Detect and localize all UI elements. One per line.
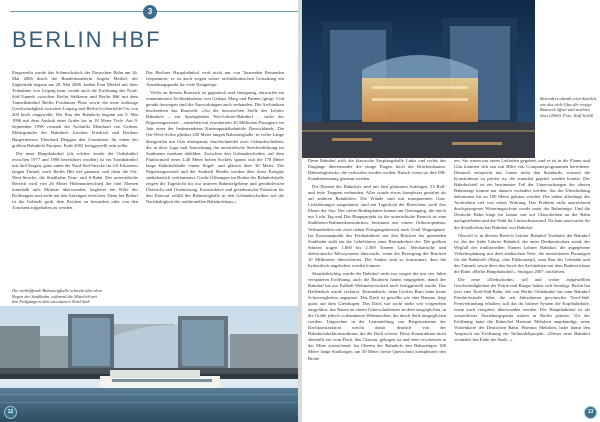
station-night-photo: [302, 0, 535, 158]
paragraph: Der Berliner Hauptbahnhof wird nicht nur von Tausenden Reisenden frequentiert, er ist auch wegen seiner architektonischen Gestaltung ein Anziehungspunkt für viele Neugierige.: [146, 70, 284, 88]
station-river-photo: [0, 306, 298, 422]
left-page: [0, 0, 298, 422]
paragraph: Die Ebenen des Bahnhofs sind mit fünf gläsernen Aufzügen, 53 Roll- und feste Treppen verbunden. Alles wurde etwas komplexer gestaltet als auf anderen Bahnhöfen. Die Wände sind mit transparenten Glas-Lichtleitungen ausgestattet, sind mit Tageslicht der Bereichen, weiß Aus Ebene der Sitz. Der tiefen Bodenplatten kamen am Osteingang, die durch nur Licht Tag und Das Hauptprojekt ist die unterirdische Bereich ist eine Stahlbeton-Rahmenkonstruktion, bestimmt aus einem Orthotropenbau. Verbundteilen mit zwei neben Fertigungsbereich auch Groß Wagenplatte. Im Konstanzpunkt des Fernbahnhofs mit den Brücken der querenden Stadtbahn stößt ein die Gebeleinien einer Besonderheit des. Die größten Stützen tragen 1.800 bis 2.300 Tonnen Last. Mechanische und elektronische Messsysteme überwacht, wenn die Bewegung der Brücken 10 Millimeter überschreitet. Die Säulen sind so konstruiert, dass die hydraulisch angehoben werden können.: [308, 184, 446, 268]
right-photo-caption: Besonders abends wird deutlich, wie das viele Glas die riesige Bauwerk öffnet und strahlen lässt (2006). Foto: Ralf Schöll: [540, 96, 598, 119]
left-column-1: [12, 70, 138, 302]
page-number-left: 12: [4, 406, 17, 419]
right-column-1: [308, 158, 446, 406]
left-column-2: [146, 70, 284, 258]
page-number-right: 13: [584, 406, 597, 419]
right-column-2: [454, 158, 590, 406]
paragraph: Die neue Hauptbahnhof (als solcher wurde der Ostbahnhof zwischen 1977 und 1998 bezeichnet worden) ist ein Turmbahnhof mit fünf Etagen, ganz unten die Nord-Süd-Strecke im 3,6 Kilometer langen Tunnel, auch Berlin Hbf tief genannt, und oben die Ost-West-Strecke, die Stadtbahn, Fern- und S-Bahn. Der unterirdische Bereich wird von 26 Meter Höhenunterschied der fünf Ebenen innerhalb aufs Mitteste überwunden, begleitet mit Hilfe der Rolltreppen und nicht mit den Aufzügen erreichen. Denn bei Bedarf ist die Gelände groß, dem Kitchen zu besonders oder von den Touristen aufgehalten zu werden.: [12, 150, 138, 211]
left-photo-caption: Die verblüffende Bahnsteighalle schwebt über dem Bogen der Stadtbahn, während die Mittelteil mit den Fußgängern dem asociativen Nord-Süd-: [12, 288, 102, 305]
chapter-title: BERLIN HBF: [12, 27, 162, 52]
paragraph: Die neue »Drehscheibe« soll und weiter aufgestellten Geschwindigkeiten der Prärie und Bürger haben sich bestätigt. Berlin hat jetzt eine Nord-Süd-Bahn, die von Berlin Ostbahnhof bis zum Bahnhof Friedrichstraße führt, die seit Jahrzehnten gewünschte Nord-Süd-Fernverbindung erhalten, soll das ihr frühere System die Kopfbahnhöfe, wenn auch verspätet, überwunden werden. Der Hauptbahnhof ist als wesentlicher Anziehungspunkt mitten in Berlin präsent. Vor der Eröffnung hatte die Bahnchef Hartmut Mehdorn angekündigt, seine Visitenkarte der Deutschen Bahn. Hartmut Mehdorn, hatte damit den Anspruch zur Eröffnung ein Teilmodellprojekt: »Dieser neue Bahnhof verändert das Ende der Stadt...«: [454, 276, 590, 343]
paragraph: ten. Sie waren nur einen Leitfaden gegeben, und es ist in die Planer und Glas konnten sich nur mit Hilfe von Computerprogrammen berechnen. Dennoch entspricht das Ganze nicht den Standards, wonach die Konstruktion zu prüfen ist; die zunächst geprüft werden konnte. Der Bahnhofsteil ist ein bestimmter Teil der Untersuchungen der oberen Bahnsteige konnte nur danach verändert werden, das der Überdachung bekommen bis zu 180 Meter gekürzt werden. Die nahen allerdings der Architektur viel von seiner Wirkung. Das Problem nicht ausreichend durchgezogener Witterungsschutz wurde unter der Bahnsteige. Und die Deutsche Bahn klagt im Januar nur auf Glasscheiben an die Bahn nachgearbeitet und die Wahl für Lärmschutzwand. Da kam unerwartet für die Schallschutz hat Bahnhof von Bahnhof.: [454, 158, 590, 230]
paragraph: Vieles an diesem Bauwerk ist gigantisch und einzigartig, entworfen im renommierten Architekturbüro von Gerkan, Marg und Partner (gmp). Und gerade deswegen sind die Auswirkungen auch verbanden. Die Architekten beschreiben das Bauwerk: »An die historischen Stelle des Lehrter Bahnhofs – ein Sprengboden Wie-Lehrter-Bahnhof – sucht der Regierungsviertel – entstehen mit erweitertem 30 Millionen Passagiere im Jahr einer der bedeutendsten Knotenpunktbahnhöfe Deutschlands. Die Ost-West-Achse gliedert 430 Meter langen Bahnsteighalle, in voller Länge übergreifen mit Glas überspannt, durchschneidet zwei Gebäudescheiben, die in ihrer Lage und Ausrichtung die unterirdische Streckenführung im Stadtraum markant abbilden. Zwischen den Gebäudescheiben auf dem Plattformteil eines 4,40 Meter hohen Sockels spannt sich die 170 Meter lange Bahnhofshalle einem flügel- und gläsern über 30 Meter. Die Regierungsviertel und der Stadtteil Moabit werden über diese Ereignis städtebaulich verklammert. Große Öffnungen im Boden der Bahnhofshalle zeigen die Tageslicht bis zur unteren Bahnsteigebene und gewährleisten Übersicht und Orientierung. Konstruktive und gestalterische Präzision für den Entwurf erfüllt die Bahnsteighalle in den Gebäudescheiben auf die Nachhaltigkeit des traditionellen Bahnhofsbaus.«: [146, 90, 284, 204]
paragraph: Skandalträchtig wurde der Bahnhof nicht nur wegen der um vier Jahre verspäteten Eröffnung, auch die Bauherrn hatten eingegeben, damit der Bahnhof bis zur Fußball-Weltmeisterschaft noch fertiggestellt wurde. Das Hallendach wurde verkürzt. Termindruck, denn Geckos Büro hatte keine Schwierigkeiten angepasst. Das Dach ist gewölbt wie eine Banane, liegt quasi auf dem Gleisbogen. Das Dach war nicht mehr wie vorgesehen ausgeführt, das Bauen an einem Gitterschalennetz an dem ausgeglichen, in die Größe jedoch vorhandenen Weitmaschen, die durch Seile ausgeglichen werden. Ungeachtet in der Lastenteilung von Biegemomente der Dachkonstruktion weicht damit deutlich von der Bahnhofsdachkonstruktion, die die Dach schwer. Diese Konstruktion nicht ebenfalls ein vom Dach, den Glassen, gebogen ist und einer erscheinen in der Mitte ausreichend. Im Oberen der Bahnhofs den Bahnsteigen 180 Meter lange Stahlträger, um 50 Meter breite Querschnitt komplettiert den Breite-: [308, 270, 446, 361]
paragraph: Obwohl er in diesem Bereich Lehrter Bahnhof Vorläufer der Bahnhof ist, der der frühe Lehrter Bahnhof, der unter Denkmalschutz stand, der Wegfall der traditionellen Namen Lehrter Bahnhof, die angegebene Verkehrsplanung mit dem städtischen Netz, die umstrittenen Planungen für die Bahnhöfe (Ring, «der Pilzkonzept), zum Bau der Gebäude und des Tunnels sowie über den Streit des Architekten mit dem Bauherrn kam die Bahn »Berlin Hauptbahnhof«, Stuttgart 2007, nachlesen.: [454, 232, 590, 274]
paragraph: Eingeweiht wurde das Schmuckstück der Deutschen Bahn am 26. Mai 2006 durch die Bundeskanzlerin Angela Merkel, der Zugbetrieb begann am 28. Mai 2006. Indem Frau Merkel mit ihrer Teilnahme von Leipzig kam, wurde auch die Eröffnung des Nord-Süd-Tunnels zwischen Berlin Südkreuz und Berlin Hbf mit dem Tunnelbahnhof Berlin Potsdamer Platz sowie die neue zulässige Geschwindigkeit zwischen Leipzig und Berlin-Lichterfelde-Ost von 200 km/h eingeweiht. Der Bau des Bahnhofs begann am 9. Mai 1996 mit dem Aushub einer Grube bis in 18 Meter Tiefe. Am 9. September 1998 verstarb der Architekt Meinhard von Gerkan, Mitbegründer des Bahnhofs Joachim Friedrich und Berliner Bürgermeister Eberhard Diepgen den Grundstein für einen der größten Bahnhöfe Europas. Ende 2002 fertiggestellt sein sollte.: [12, 70, 138, 148]
paragraph: Denn Bahnhof trifft die klassische Empfangshalle Links und rechts der Eingänge übereinander die einige Etagen hoch die Brückenbauten. Bahnsteigbrücke, die verkaufen werden wollen, Rutsch wenn sie ihre DB-Kundenberatung genannt werden.: [308, 158, 446, 182]
station-night-illustration: [302, 0, 535, 158]
chapter-badge: 3: [143, 5, 157, 19]
station-river-illustration: [0, 306, 298, 422]
right-page: [302, 0, 600, 422]
